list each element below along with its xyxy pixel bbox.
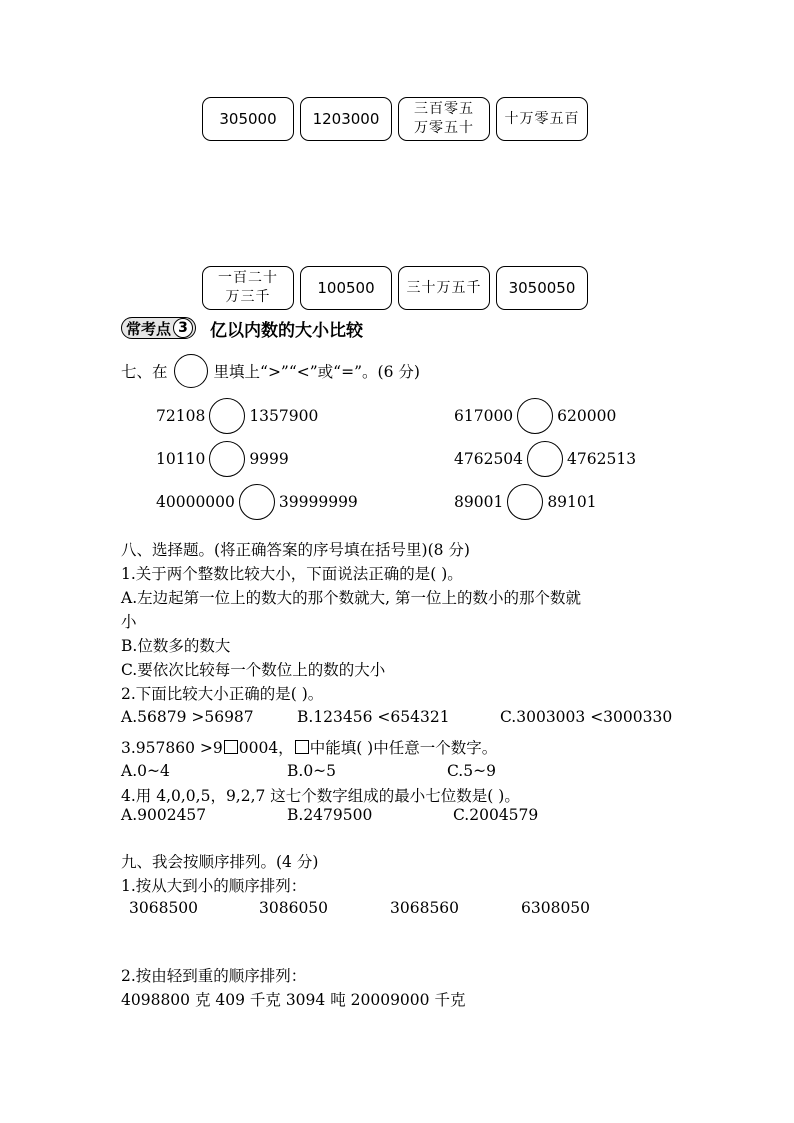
q8-item-4: 4.用 4,0,0,5，9,2,7 这七个数字组成的最小七位数是( )。 (121, 787, 520, 805)
compare-right: 620000 (557, 407, 617, 425)
number-card: 一百二十 万三千 (202, 266, 294, 310)
compare-left: 10110 (156, 450, 206, 468)
number-card: 1203000 (300, 97, 392, 141)
circle-placeholder-icon (174, 354, 208, 388)
answer-circle[interactable] (527, 441, 563, 477)
badge-pill (121, 317, 196, 339)
q7-suffix: 里填上“>”“<”或“=”。(6 分) (213, 363, 420, 381)
q8-item-2: 2.下面比较大小正确的是( )。 (121, 685, 324, 703)
number-card: 3050050 (496, 266, 588, 310)
q8-item-2-option-b: B.123456 <654321 (297, 708, 450, 726)
number-card: 三十万五千 (398, 266, 490, 310)
q8-item-1-option-a: A.左边起第一位上的数大的那个数就大, 第一位上的数小的那个数就 (121, 589, 581, 607)
compare-left: 617000 (454, 407, 514, 425)
answer-circle[interactable] (209, 398, 245, 434)
q8-item-3-part-a: 3.957860 >9 (121, 739, 223, 757)
q8-item-1-option-a-cont: 小 (121, 613, 137, 631)
q8-item-3-option-a: A.0~4 (121, 762, 170, 780)
blank-square-icon (224, 740, 238, 754)
q8-item-2-option-c: C.3003003 <3000330 (500, 708, 673, 726)
q9-number: 3068560 (390, 899, 460, 917)
compare-right: 89101 (547, 493, 597, 511)
q8-item-3-option-b: B.0~5 (287, 762, 337, 780)
compare-left: 89001 (454, 493, 504, 511)
q7-prefix: 七、在 (121, 363, 168, 381)
q9-sub-1: 1.按从大到小的顺序排列： (121, 877, 307, 895)
compare-right: 9999 (249, 450, 289, 468)
q8-item-3 (121, 736, 497, 758)
answer-circle[interactable] (209, 441, 245, 477)
number-card: 三百零五 万零五十 (398, 97, 490, 141)
compare-left: 4762504 (454, 450, 524, 468)
q8-item-4-option-b: B.2479500 (287, 806, 373, 824)
number-card: 305000 (202, 97, 294, 141)
section-topic: 亿以内数的大小比较 (210, 320, 364, 341)
compare-left: 40000000 (156, 493, 235, 511)
badge-number: 3 (173, 318, 193, 338)
q9-number: 3086050 (259, 899, 329, 917)
q8-item-2-option-a: A.56879 >56987 (121, 708, 254, 726)
q8-item-1-option-b: B.位数多的数大 (121, 637, 231, 655)
number-card: 100500 (300, 266, 392, 310)
compare-right: 4762513 (567, 450, 637, 468)
q8-item-1-option-c: C.要依次比较每一个数位上的数的大小 (121, 661, 386, 679)
q8-title: 八、选择题。(将正确答案的序号填在括号里)(8 分) (121, 541, 470, 559)
q8-item-3-part-c: 中能填( )中任意一个数字。 (309, 739, 498, 757)
q8-item-3-part-b: 0004， (238, 739, 294, 757)
compare-row (454, 398, 616, 434)
q8-item-4-option-a: A.9002457 (121, 806, 207, 824)
q8-item-1: 1.关于两个整数比较大小，下面说法正确的是( )。 (121, 565, 463, 583)
q9-number: 6308050 (521, 899, 591, 917)
compare-row (156, 441, 289, 477)
q8-item-4-option-c: C.2004579 (453, 806, 539, 824)
badge-label: 常考点 (126, 319, 172, 338)
q9-number: 3068500 (129, 899, 199, 917)
q9-title: 九、我会按顺序排列。(4 分) (121, 853, 319, 871)
answer-circle[interactable] (507, 484, 543, 520)
compare-row (454, 441, 636, 477)
q7-title (121, 354, 420, 388)
compare-left: 72108 (156, 407, 206, 425)
compare-right: 1357900 (249, 407, 319, 425)
number-card: 十万零五百 (496, 97, 588, 141)
compare-row (156, 398, 318, 434)
answer-circle[interactable] (239, 484, 275, 520)
answer-circle[interactable] (517, 398, 553, 434)
q9-sub-2-items: 4098800 克 409 千克 3094 吨 20009000 千克 (121, 991, 466, 1009)
section-badge (121, 316, 363, 340)
q9-sub-2: 2.按由轻到重的顺序排列： (121, 967, 307, 985)
compare-row (454, 484, 597, 520)
compare-row (156, 484, 358, 520)
blank-square-icon (295, 740, 309, 754)
compare-right: 39999999 (278, 493, 358, 511)
q8-item-3-option-c: C.5~9 (447, 762, 496, 780)
